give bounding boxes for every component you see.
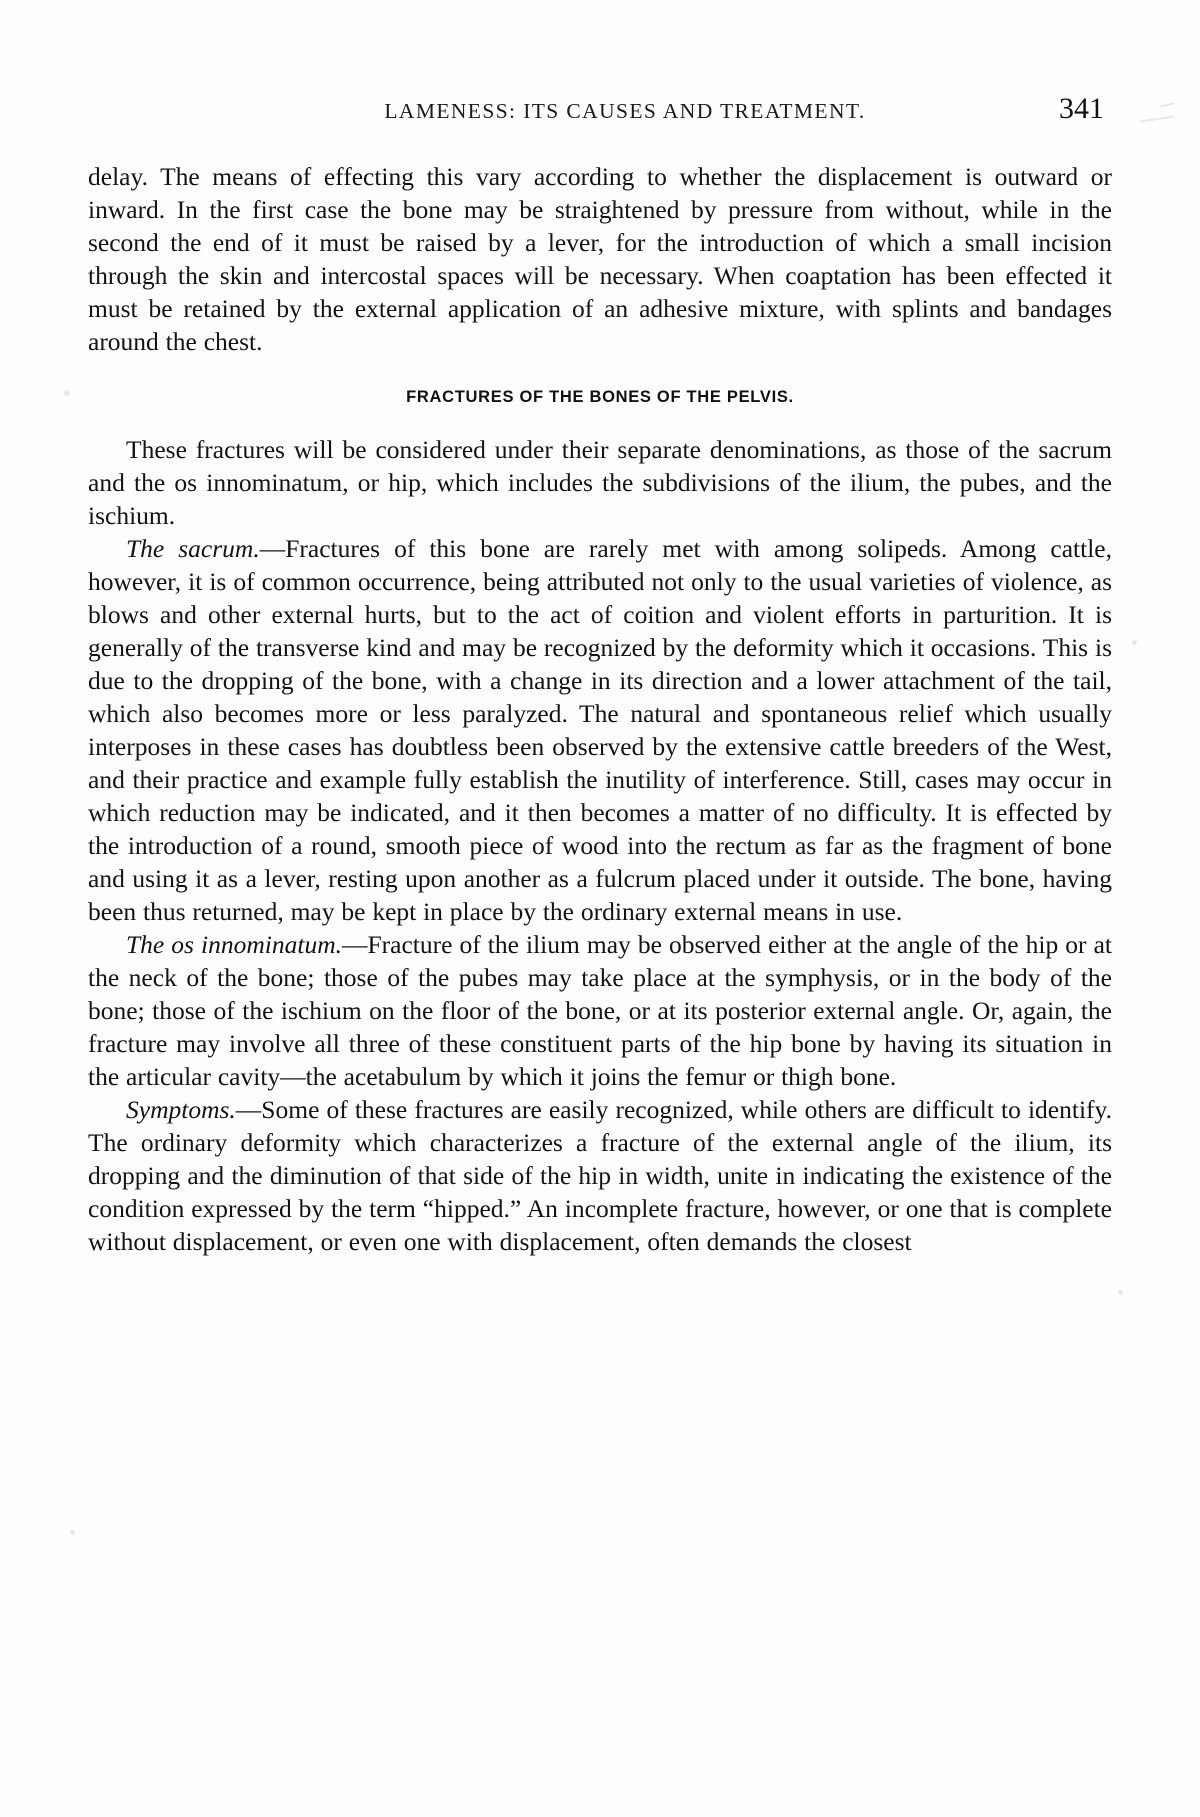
section-heading: FRACTURES OF THE BONES OF THE PELVIS. — [406, 388, 794, 407]
paragraph-overview: These fractures will be considered under their separate denominations, as those of the sacrum and the os innominatum, or hip, which includes the subdivisions of the ilium, the pubes, and the ischium. — [88, 435, 1112, 531]
scan-artifact — [1160, 102, 1174, 107]
scan-artifact — [1118, 1290, 1123, 1295]
running-head — [88, 92, 1112, 126]
paragraph-os-innominatum-text: —Fracture of the ilium may be observed either at the angle of the hip or at the neck of the bone; those of the pubes may take place at the symphysis, or in the body of the bone; those of the ischium on the floor of the bone, or at its posterior external angle. Or, again, the fracture may involve all three of these constituent parts of the hip bone by having its situation in the articular cavity—the acetabulum by which it joins the femur or thigh bone. — [88, 930, 1112, 1092]
lead-in-sacrum: The sacrum. — [126, 534, 260, 564]
scan-artifact — [64, 390, 70, 396]
running-head-title: LAMENESS: ITS CAUSES AND TREATMENT. — [384, 99, 866, 123]
scan-artifact — [70, 1530, 75, 1535]
paragraph-os-innominatum — [88, 928, 1112, 1093]
paragraph-sacrum-text: —Fractures of this bone are rarely met with among solipeds. Among cattle, however, it is of common occurrence, being attributed not only to the usual varieties of violence, as blows and other external hurts, but to the act of coition and violent efforts in parturition. It is generally of the transverse kind and may be recognized by the deformity which it occasions. This is due to the dropping of the bone, with a change in its direction and a lower attachment of the tail, which also becomes more or less paralyzed. The natural and spontaneous relief which usually interposes in these cases has doubtless been observed by the extensive cattle breeders of the West, and their practice and example fully establish the inutility of interference. Still, cases may occur in which reduction may be indicated, and it then becomes a matter of no difficulty. It is effected by the introduction of a round, smooth piece of wood into the rectum as far as the fragment of bone and using it as a lever, resting upon another as a fulcrum placed under it outside. The bone, having been thus returned, may be kept in place by the ordinary external means in use. — [88, 534, 1112, 927]
page-content — [88, 92, 1112, 1258]
paragraph-symptoms-text: —Some of these fractures are easily recognized, while others are difficult to identify. The ordinary deformity which characterizes a fracture of the external angle of the ilium, its dropping and the diminution of that side of the hip in width, unite in indicating the existence of the condition expressed by the term “hipped.” An incomplete fracture, however, or one that is complete without displacement, or even one with displacement, often demands the closest — [88, 1095, 1112, 1257]
scan-artifact — [1132, 640, 1137, 645]
paragraph-opening: delay. The means of effecting this vary according to whether the displacement is outward or inward. In the first case the bone may be straightened by pressure from without, while in the second the end of it must be raised by a lever, for the introduction of which a small incision through the skin and intercostal spaces will be necessary. When coaptation has been effected it must be retained by the external application of an adhesive mixture, with splints and bandages around the chest. — [88, 162, 1112, 357]
lead-in-os-innominatum: The os innominatum. — [126, 930, 342, 960]
paragraph-symptoms — [88, 1093, 1112, 1258]
page-number: 341 — [1058, 92, 1104, 125]
paragraph-sacrum — [88, 532, 1112, 928]
scan-artifact — [1140, 116, 1174, 123]
lead-in-symptoms: Symptoms. — [126, 1095, 236, 1125]
